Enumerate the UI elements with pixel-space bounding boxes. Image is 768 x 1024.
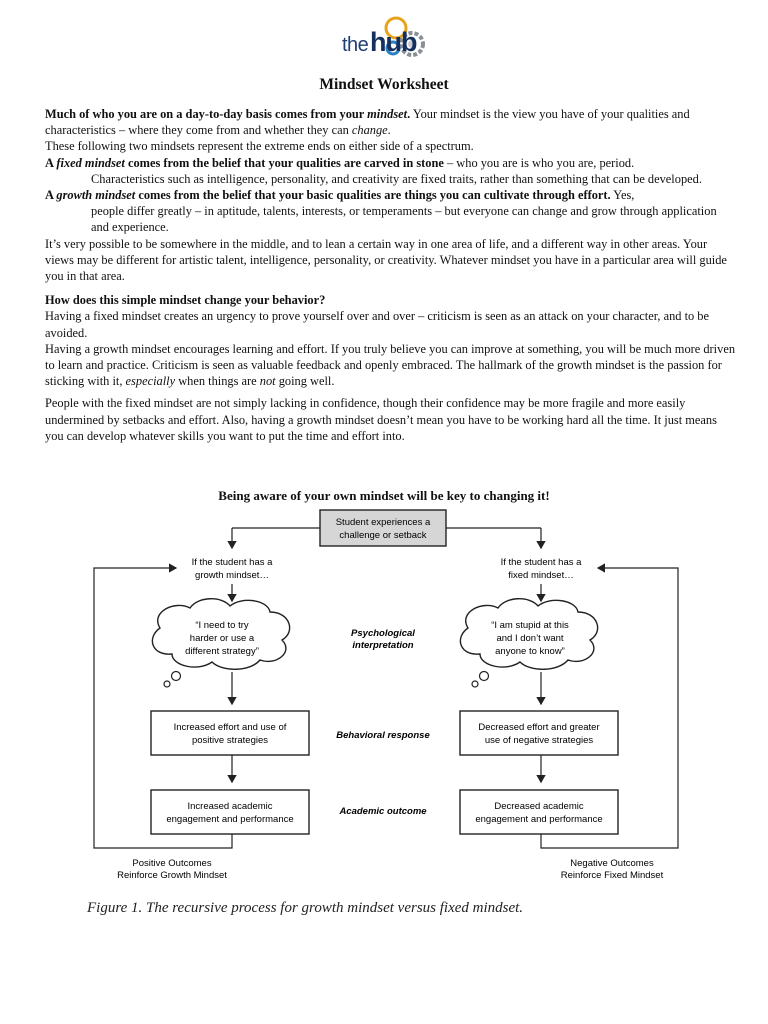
logo-hub-text: hub: [370, 27, 417, 57]
growth-behavior-text: Having a growth mindset encourages learning and effort. If you truly believe you can improve at something, you will be much more driven to learn and practice. Criticism is seen as valuable feedback and openly embraced. The hallmark of the growth mindset is the passion for sticking with it,: [45, 341, 736, 389]
intro-bold: Much of who you are on a day-to-day basis comes from your: [45, 107, 368, 121]
fixed-bold: comes from the belief that your qualities are carved in stone: [124, 155, 444, 170]
spectrum-line: These following two mindsets represent the extreme ends on either side of a spectrum.: [45, 139, 474, 154]
fixed-behavior-paragraph: Having a fixed mindset creates an urgency to prove yourself over and over – criticism is seen as an attack on your character, and to be avoided.: [45, 309, 709, 340]
left-thought-2: harder or use a: [189, 633, 255, 644]
psych-label-1: Psychological: [351, 628, 415, 639]
right-behavior-1: Decreased effort and greater: [478, 722, 600, 733]
mindset-process-diagram: [0, 500, 768, 900]
left-behavior-2: positive strategies: [191, 735, 269, 746]
figure-caption: Figure 1. The recursive process for growth mindset versus fixed mindset.: [87, 900, 524, 916]
middle-paragraph: It’s very possible to be somewhere in the middle, and to lean a certain way in one area of life, and a different way in other areas. Your views may be different for artistic talent, intelligence, personality, or creativity. Whatever mindset you have in a particular area will guide you in that area.: [45, 236, 727, 284]
academic-label: Academic outcome: [339, 806, 427, 817]
growth-behavior-not: not: [259, 374, 276, 389]
right-academic-box: [460, 790, 618, 834]
intro-paragraph: [45, 106, 735, 138]
right-header-1: If the student has a: [500, 557, 582, 568]
intro-change-word: change: [351, 123, 388, 138]
behavior-question-text: How does this simple mindset change your behavior?: [45, 293, 326, 308]
left-behavior-box: [151, 711, 309, 755]
growth-bold: comes from the belief that your basic qualities are things you can cultivate through effort.: [135, 188, 611, 203]
right-footer-1: Negative Outcomes: [570, 858, 654, 869]
page-title: Mindset Worksheet: [319, 76, 449, 93]
worksheet-body: [45, 106, 735, 444]
right-thought-2: and I don’t want: [496, 633, 564, 644]
left-header-1: If the student has a: [191, 557, 273, 568]
left-academic-1: Increased academic: [187, 801, 273, 812]
right-footer-2: Reinforce Fixed Mindset: [560, 870, 664, 881]
right-thought-3: anyone to know”: [495, 646, 565, 657]
fixed-definition: [45, 155, 735, 171]
right-academic-2: engagement and performance: [475, 814, 603, 825]
psych-label-2: interpretation: [352, 640, 414, 651]
left-footer-1: Positive Outcomes: [132, 858, 212, 869]
fixed-term: fixed mindset: [56, 155, 125, 170]
left-thought-1: “I need to try: [195, 620, 249, 631]
left-academic-box: [151, 790, 309, 834]
right-behavior-box: [460, 711, 618, 755]
challenge-line-2: challenge or setback: [339, 530, 427, 541]
fixed-rest: – who you are is who you are, period.: [443, 155, 635, 170]
left-thought-3: different strategy”: [185, 646, 259, 657]
behavior-question: [45, 292, 735, 308]
intro-mindset-term: mindset: [367, 107, 408, 121]
growth-behavior-paragraph: [45, 341, 735, 390]
aware-heading: Being aware of your own mindset will be key to changing it!: [218, 488, 550, 503]
left-footer-2: Reinforce Growth Mindset: [117, 870, 227, 881]
growth-behavior-mid: when things are: [175, 374, 260, 389]
growth-behavior-especially: especially: [125, 374, 176, 389]
growth-a: A: [45, 188, 57, 203]
left-behavior-1: Increased effort and use of: [173, 722, 287, 733]
growth-behavior-end: going well.: [275, 374, 335, 389]
intro-bold-end: .: [407, 107, 411, 121]
left-header-2: growth mindset…: [195, 570, 269, 581]
intro-end: .: [387, 123, 391, 138]
fixed-detail: Characteristics such as intelligence, personality, and creativity are fixed traits, rather than something that can be developed.: [91, 171, 702, 186]
growth-definition: [45, 187, 735, 203]
fixed-a: A: [45, 155, 57, 170]
growth-rest: Yes,: [610, 188, 635, 203]
the-hub-logo: [338, 14, 430, 70]
intro-rest: Your mindset is the view you have of your qualities and characteristics – where they come from and whether they can: [45, 107, 690, 138]
left-academic-2: engagement and performance: [166, 814, 294, 825]
challenge-line-1: Student experiences a: [335, 517, 431, 528]
right-academic-1: Decreased academic: [494, 801, 584, 812]
confidence-paragraph: People with the fixed mindset are not simply lacking in confidence, though their confidence may be more fragile and more easily undermined by setbacks and effort. Also, having a growth mindset doesn’t mean you have to be working hard all the time. It just means you can develop whatever skills you want to put the time and effort into.: [45, 396, 717, 443]
logo-the-text: the: [342, 34, 369, 56]
growth-detail: people differ greatly – in aptitude, talents, interests, or temperaments – but everyone can change and grow through application and experience.: [91, 204, 717, 235]
behavioral-label: Behavioral response: [336, 730, 430, 741]
growth-term: growth mindset: [56, 188, 136, 203]
right-behavior-2: use of negative strategies: [484, 735, 594, 746]
right-header-2: fixed mindset…: [508, 570, 574, 581]
right-thought-1: “I am stupid at this: [491, 620, 569, 631]
